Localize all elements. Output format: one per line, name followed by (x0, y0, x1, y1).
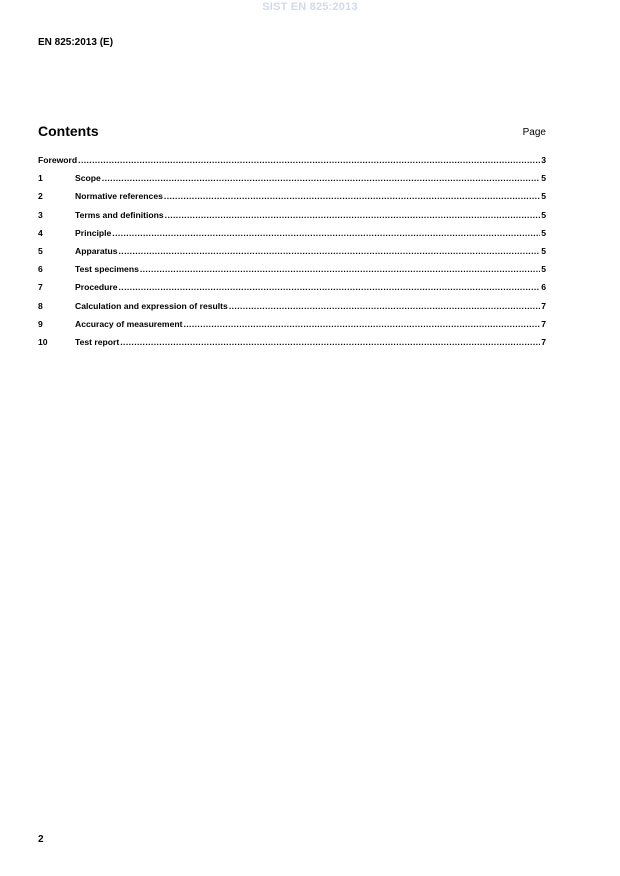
toc-entry-number: 1 (38, 173, 43, 184)
toc-entry-calculation[interactable] (38, 301, 546, 319)
toc-dot-leader (164, 191, 540, 201)
toc-entry-title: Calculation and expression of results (75, 300, 228, 311)
toc-entry-title: Scope (75, 173, 101, 184)
toc-entry-page: 5 (541, 191, 546, 202)
toc-entry-page: 3 (541, 155, 546, 165)
contents-heading: Contents (38, 123, 99, 139)
toc-entry-page: 7 (541, 336, 546, 347)
document-id: EN 825:2013 (E) (38, 37, 114, 48)
toc-dot-leader (120, 337, 540, 347)
watermark: SIST EN 825:2013 (262, 1, 358, 13)
toc-entry-title: Test specimens (75, 264, 139, 275)
toc-entry-page: 7 (541, 318, 546, 329)
toc-entry-title: Normative references (75, 191, 163, 202)
toc-dot-leader (112, 228, 540, 238)
toc-entry-apparatus[interactable] (38, 246, 546, 264)
toc-entry-page: 5 (541, 209, 546, 220)
toc-dot-leader (229, 301, 540, 311)
toc-dot-leader (183, 319, 540, 329)
toc-entry-scope[interactable] (38, 173, 546, 191)
toc-entry-number: 2 (38, 191, 43, 202)
toc-entry-normative-references[interactable] (38, 191, 546, 209)
toc-entry-title: Accuracy of measurement (75, 318, 183, 329)
toc-entry-page: 5 (541, 227, 546, 238)
toc-entry-title: Terms and definitions (75, 209, 164, 220)
toc-entry-page: 5 (541, 245, 546, 256)
toc-entry-principle[interactable] (38, 228, 546, 246)
toc-entry-foreword[interactable] (38, 155, 546, 173)
toc-entry-title: Principle (75, 227, 112, 238)
toc-dot-leader (140, 264, 540, 274)
toc-entry-number: 9 (38, 318, 43, 329)
toc-entry-page: 5 (541, 264, 546, 275)
toc-entry-page: 5 (541, 173, 546, 184)
toc-entry-test-specimens[interactable] (38, 264, 546, 282)
toc-entry-page: 6 (541, 282, 546, 293)
toc-entry-title: Procedure (75, 282, 118, 293)
toc-entry-title: Test report (75, 336, 120, 347)
toc-entry-test-report[interactable] (38, 337, 546, 355)
toc-dot-leader (78, 155, 540, 165)
toc-entry-title: Apparatus (75, 245, 118, 256)
toc-entry-accuracy[interactable] (38, 319, 546, 337)
table-of-contents (38, 155, 546, 355)
toc-entry-number: 6 (38, 264, 43, 275)
toc-entry-procedure[interactable] (38, 282, 546, 300)
toc-dot-leader (119, 246, 541, 256)
toc-entry-number: 3 (38, 209, 43, 220)
toc-entry-terms-and-definitions[interactable] (38, 210, 546, 228)
toc-entry-number: 5 (38, 245, 43, 256)
toc-dot-leader (119, 282, 541, 292)
toc-entry-number: 7 (38, 282, 43, 293)
footer-page-number: 2 (38, 834, 44, 845)
toc-entry-title: Foreword (38, 155, 78, 165)
toc-entry-number: 4 (38, 227, 43, 238)
toc-entry-number: 8 (38, 300, 43, 311)
toc-entry-page: 7 (541, 300, 546, 311)
toc-entry-number: 10 (38, 336, 48, 347)
page-column-label: Page (522, 127, 546, 138)
toc-dot-leader (165, 210, 541, 220)
toc-dot-leader (102, 173, 540, 183)
